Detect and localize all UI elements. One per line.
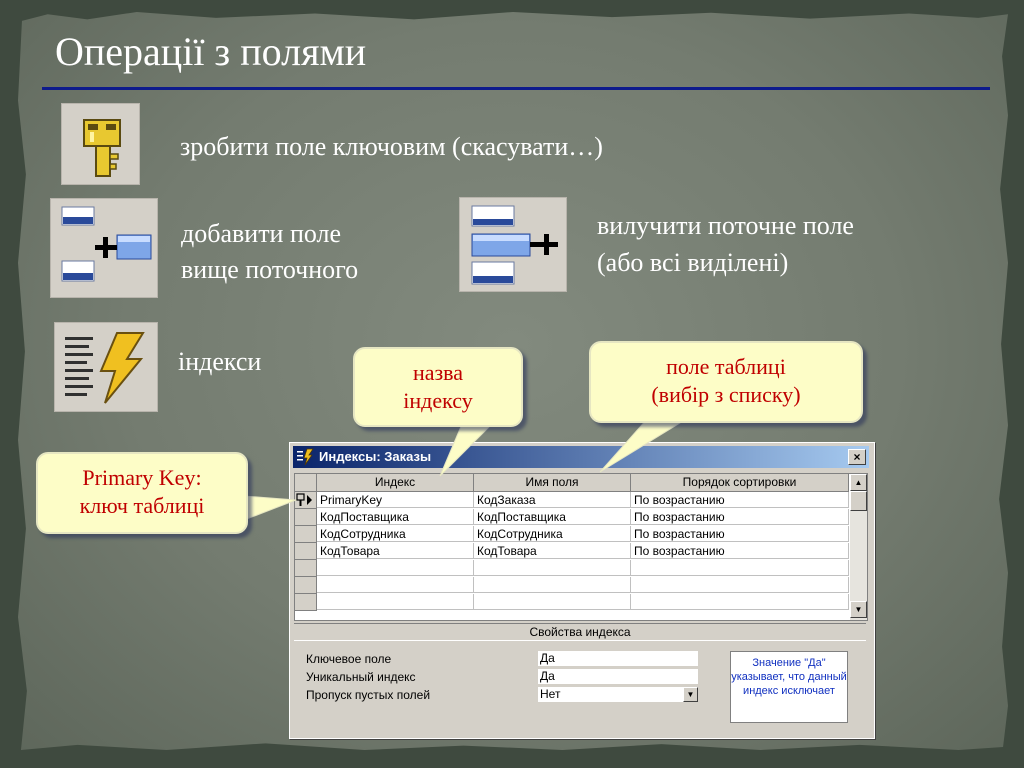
callout-table-field-line1: поле таблиці (666, 354, 786, 379)
table-row-cell[interactable]: По возрастанию (631, 509, 849, 525)
close-button[interactable]: × (848, 449, 866, 465)
slide-title: Операції з полями (55, 29, 367, 74)
table-row-cell[interactable]: По возрастанию (631, 492, 849, 508)
table-row-cell[interactable]: КодТовара (317, 543, 474, 559)
property-value-primary[interactable]: Да (538, 651, 698, 666)
dialog-title: Индексы: Заказы (319, 449, 432, 464)
property-label-primary: Ключевое поле (306, 652, 392, 666)
dropdown-arrow-icon[interactable]: ▼ (683, 687, 698, 702)
table-row-cell[interactable]: КодЗаказа (474, 492, 631, 508)
callout-primary-key-line1: Primary Key: (82, 465, 202, 490)
callout-tail-table-field (600, 418, 688, 472)
table-row-cell[interactable]: По возрастанию (631, 543, 849, 559)
delete-row-description-line2: (або всі виділені) (597, 248, 789, 277)
column-header-index[interactable]: Индекс (317, 474, 474, 492)
table-row-cell[interactable]: КодПоставщика (474, 509, 631, 525)
scroll-up-icon[interactable]: ▲ (850, 474, 867, 491)
column-header-field-name[interactable]: Имя поля (474, 474, 631, 492)
callout-table-field (589, 341, 863, 423)
callout-tail-primary-key (244, 496, 296, 520)
callout-table-field-line2: (вибір з списку) (651, 382, 801, 407)
callout-primary-key (36, 452, 248, 534)
callout-index-name (353, 347, 523, 427)
callout-index-name-line2: індексу (403, 388, 473, 413)
callout-primary-key-line2: ключ таблиці (79, 493, 205, 518)
property-value-unique[interactable]: Да (538, 669, 698, 684)
table-row-cell[interactable]: КодСотрудника (317, 526, 474, 542)
property-label-ignore-nulls: Пропуск пустых полей (306, 688, 431, 702)
table-row-cell[interactable]: КодТовара (474, 543, 631, 559)
primary-key-description: зробити поле ключовим (скасувати…) (180, 132, 603, 161)
table-row-cell[interactable]: КодСотрудника (474, 526, 631, 542)
table-row-cell[interactable]: КодПоставщика (317, 509, 474, 525)
index-properties-header: Свойства индекса (294, 623, 866, 641)
insert-row-description-line1: добавити поле (181, 219, 342, 248)
delete-row-description-line1: вилучити поточне поле (597, 211, 854, 240)
callout-index-name-line1: назва (412, 360, 464, 385)
insert-row-description-line2: вище поточного (181, 255, 359, 284)
property-label-unique: Уникальный индекс (306, 670, 416, 684)
scroll-down-icon[interactable]: ▼ (850, 601, 867, 618)
indexes-description: індекси (178, 347, 262, 376)
ignore-nulls-value: Нет (540, 687, 561, 701)
table-row-cell[interactable]: PrimaryKey (317, 492, 474, 508)
table-row-cell[interactable]: По возрастанию (631, 526, 849, 542)
column-header-sort-order[interactable]: Порядок сортировки (631, 474, 849, 492)
property-hint: Значение "Да" указывает, что данный индекс исключает (730, 651, 848, 723)
callout-tail-index-name (440, 424, 492, 476)
